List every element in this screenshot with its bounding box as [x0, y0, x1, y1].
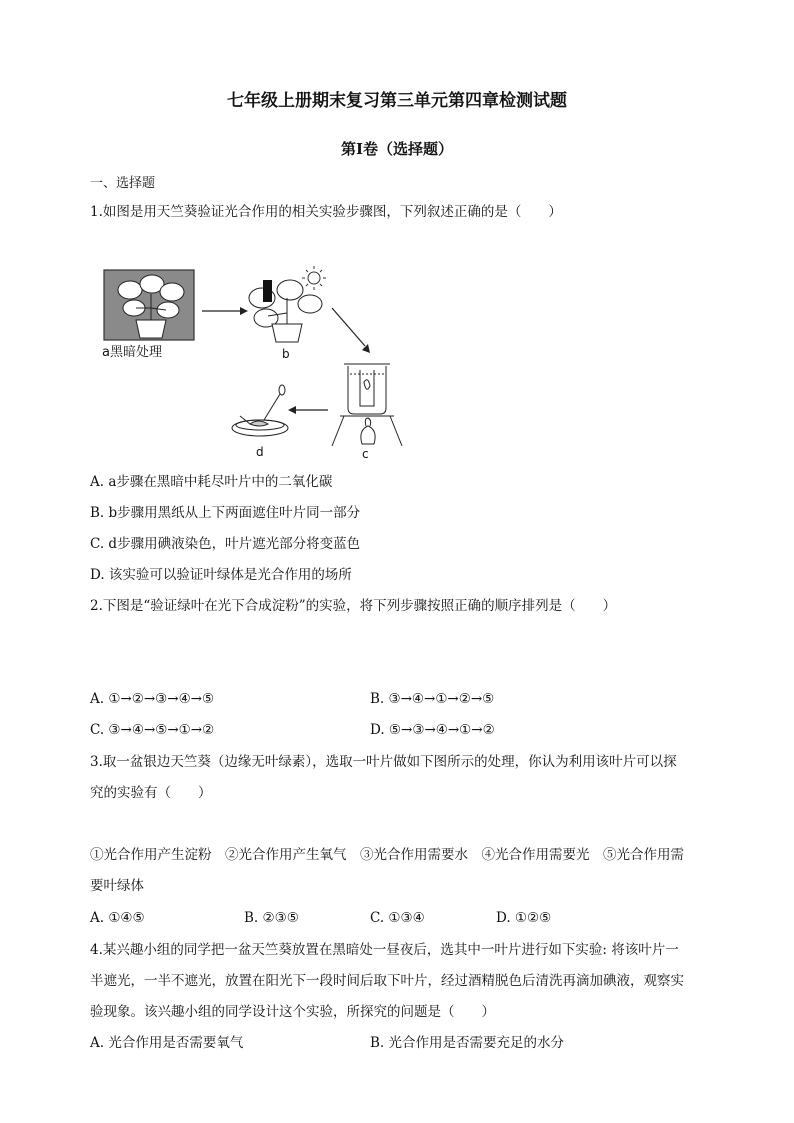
sun-icon — [302, 266, 326, 290]
q3-stem-line1: 3.取一盆银边天竺葵（边缘无叶绿素），选取一叶片做如下图所示的处理，你认为利用该叶片可以探 — [90, 754, 677, 770]
q1-option-b: B. b步骤用黑纸从上下两面遮住叶片同一部分 — [90, 505, 361, 521]
label-b: b — [282, 347, 290, 361]
section-heading: 一、选择题 — [90, 176, 156, 191]
q4-option-a: A. 光合作用是否需要氧气 — [90, 1035, 244, 1051]
q1-option-d: D. 该实验可以验证叶绿体是光合作用的场所 — [90, 567, 352, 583]
q4-stem-line3: 验现象。该兴趣小组的同学设计这个实验，所探究的问题是（ ） — [90, 1004, 495, 1020]
q4-option-b: B. 光合作用是否需要充足的水分 — [370, 1035, 565, 1051]
q1-option-c: C. d步骤用碘液染色，叶片遮光部分将变蓝色 — [90, 536, 361, 552]
q3-items-line1: ①光合作用产生淀粉 ②光合作用产生氧气 ③光合作用需要水 ④光合作用需要光 ⑤光合作用需 — [90, 847, 684, 863]
q4-stem-line2: 半遮光，一半不遮光，放置在阳光下一段时间后取下叶片，经过酒精脱色后清洗再滴加碘液，观察实 — [90, 973, 684, 989]
q1-option-a: A. a步骤在黑暗中耗尽叶片中的二氧化碳 — [90, 474, 333, 490]
q1-experiment-figure — [100, 258, 420, 463]
page-title: 七年级上册期末复习第三单元第四章检测试题 — [227, 91, 567, 111]
q3-stem-line2: 究的实验有（ ） — [90, 785, 212, 801]
q2-option-a: A. ①→②→③→④→⑤ — [90, 691, 215, 707]
q2-stem: 2.下图是“验证绿叶在光下合成淀粉”的实验，将下列步骤按照正确的顺序排列是（ ） — [90, 598, 617, 614]
q3-items-line2: 要叶绿体 — [90, 878, 144, 894]
q4-stem-line1: 4.某兴趣小组的同学把一盆天竺葵放置在黑暗处一昼夜后，选其中一叶片进行如下实验: 将该叶片一 — [90, 942, 679, 958]
q3-option-a: A. ①④⑤ — [90, 910, 145, 926]
q2-option-d: D. ⑤→③→④→①→② — [370, 722, 495, 738]
petri-dish-dropper — [232, 385, 288, 436]
q2-option-b: B. ③→④→①→②→⑤ — [370, 691, 495, 707]
label-a: a黑暗处理 — [102, 345, 162, 360]
section-subtitle: 第Ⅰ卷（选择题） — [340, 140, 454, 158]
label-c: c — [362, 447, 369, 461]
q3-option-c: C. ①③④ — [370, 910, 425, 926]
plant-with-black-paper — [249, 280, 322, 342]
q3-option-b: B. ②③⑤ — [244, 910, 299, 926]
label-d: d — [256, 445, 264, 459]
q3-option-d: D. ①②⑤ — [496, 910, 552, 926]
q2-option-c: C. ③→④→⑤→①→② — [90, 722, 215, 738]
water-bath-apparatus — [332, 364, 402, 446]
q1-stem: 1.如图是用天竺葵验证光合作用的相关实验步骤图，下列叙述正确的是（ ） — [90, 204, 562, 220]
dark-treatment-box — [104, 270, 194, 340]
